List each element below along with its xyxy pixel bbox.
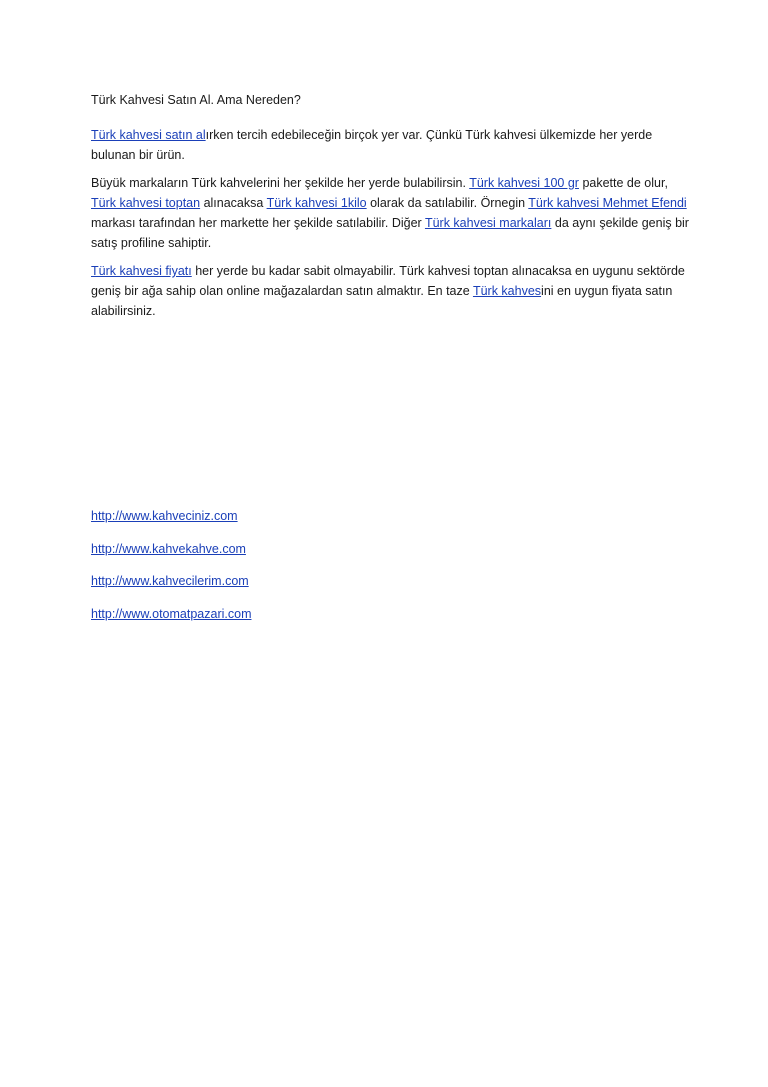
link-turk-kahvesi-toptan[interactable]: Türk kahvesi toptan	[91, 196, 201, 210]
link-turk-kahvesi-100-gr[interactable]: Türk kahvesi 100 gr	[469, 176, 579, 190]
link-turk-kahvesi-mehmet-efendi[interactable]: Türk kahvesi Mehmet Efendi	[528, 196, 687, 210]
link-turk-kahvesi-fiyati[interactable]: Türk kahvesi fiyatı	[91, 264, 192, 278]
paragraph-text: her yerde bu kadar sabit olmayabilir. Türk kahvesi toptan alınacaksa en uygunu sektörde geniş bir ağa sahip olan online mağazalardan satın almaktır. En taze	[91, 264, 685, 298]
document-body	[91, 90, 691, 329]
link-turk-kahvesi[interactable]: Türk kahves	[472, 284, 542, 298]
link-turk-kahvesi-1kilo[interactable]: Türk kahvesi 1kilo	[266, 196, 367, 210]
paragraph-text: pakette de olur,	[578, 176, 668, 190]
paragraph-text: markası tarafından her markette her şekilde satılabilir. Diğer	[91, 216, 425, 230]
url-link-kahvekahve[interactable]: http://www.kahvekahve.com	[91, 541, 246, 556]
paragraph-2	[91, 173, 691, 253]
paragraph-text: alınacaksa	[200, 196, 267, 210]
link-turk-kahvesi-satin-al[interactable]: Türk kahvesi satın al	[91, 128, 206, 142]
paragraph-text: olarak da satılabilir. Örnegin	[366, 196, 529, 210]
paragraph-text: ini en uygun fiyata satın alabilirsiniz.	[91, 284, 673, 318]
url-link-otomatpazari[interactable]: http://www.otomatpazari.com	[91, 606, 252, 621]
url-link-kahvecilerim[interactable]: http://www.kahvecilerim.com	[91, 574, 249, 588]
url-list	[91, 506, 491, 636]
paragraph-text: Büyük markaların Türk kahvelerini her şekilde her yerde bulabilirsin.	[91, 176, 470, 190]
paragraph-1	[91, 125, 691, 165]
paragraph-text: da aynı şekilde geniş bir satış profiline sahiptir.	[91, 216, 689, 250]
paragraph-text: ırken tercih edebileceğin birçok yer var. Çünkü Türk kahvesi ülkemizde her yerde bulunan bir ürün.	[91, 128, 653, 162]
paragraph-3	[91, 261, 691, 321]
document-title: Türk Kahvesi Satın Al. Ama Nereden?	[91, 93, 301, 107]
url-link-kahveciniz[interactable]: http://www.kahveciniz.com	[91, 509, 238, 523]
link-turk-kahvesi-markalari[interactable]: Türk kahvesi markaları	[424, 216, 552, 230]
